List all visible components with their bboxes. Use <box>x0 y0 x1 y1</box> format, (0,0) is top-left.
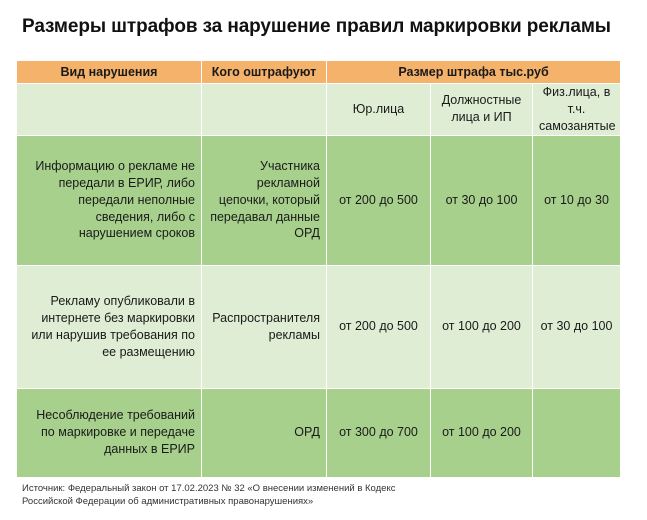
row-fine-individuals: от 30 до 100 <box>533 265 621 388</box>
row-fine-legal: от 200 до 500 <box>327 135 431 265</box>
row-who: ОРД <box>202 388 327 477</box>
subheader-empty-2 <box>202 84 327 136</box>
subheader-officials: Должностные лица и ИП <box>431 84 533 136</box>
header-who: Кого оштрафуют <box>202 61 327 84</box>
page-title: Размеры штрафов за нарушение правил маркировки рекламы <box>22 16 611 37</box>
header-row <box>17 61 621 84</box>
row-violation: Рекламу опубликовали в интернете без маркировки или нарушив требования по ее размещению <box>17 265 202 388</box>
subheader-individuals: Физ.лица, в т.ч. самозанятые <box>533 84 621 136</box>
row-who: Участника рекламной цепочки, который передавал данные ОРД <box>202 135 327 265</box>
row-fine-officials: от 30 до 100 <box>431 135 533 265</box>
fines-table <box>16 60 621 478</box>
row-fine-officials: от 100 до 200 <box>431 388 533 477</box>
row-fine-legal: от 300 до 700 <box>327 388 431 477</box>
subheader-empty-1 <box>17 84 202 136</box>
row-fine-legal: от 200 до 500 <box>327 265 431 388</box>
subheader-legal: Юр.лица <box>327 84 431 136</box>
subheader-row <box>17 84 621 136</box>
header-violation: Вид нарушения <box>17 61 202 84</box>
row-fine-individuals: от 10 до 30 <box>533 135 621 265</box>
row-who: Распространителя рекламы <box>202 265 327 388</box>
source-note: Источник: Федеральный закон от 17.02.2023 № 32 «О внесении изменений в Кодекс Российской Федерации об административных правонарушениях» <box>22 483 396 507</box>
row-violation: Несоблюдение требований по маркировке и передаче данных в ЕРИР <box>17 388 202 477</box>
table-row <box>17 135 621 265</box>
row-fine-officials: от 100 до 200 <box>431 265 533 388</box>
row-violation: Информацию о рекламе не передали в ЕРИР, либо передали неполные сведения, либо с нарушением сроков <box>17 135 202 265</box>
row-fine-individuals <box>533 388 621 477</box>
header-fine: Размер штрафа тыс.руб <box>327 61 621 84</box>
table-row <box>17 388 621 477</box>
table-row <box>17 265 621 388</box>
